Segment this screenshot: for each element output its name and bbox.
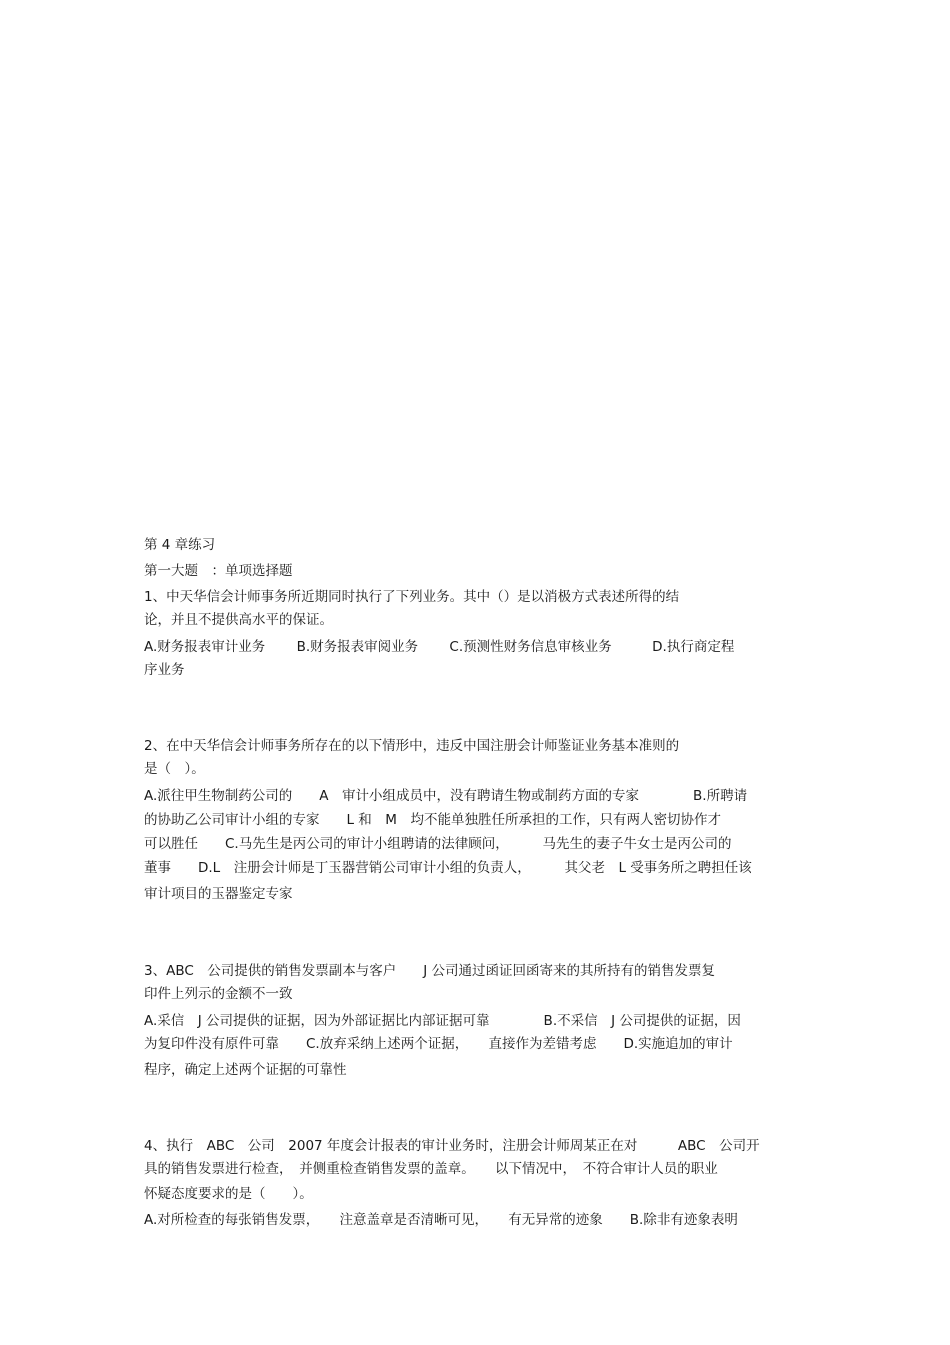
- question-1-options-line-1: A.财务报表审计业务 B.财务报表审阅业务 C.预测性财务信息审核业务 D.执行商定程: [144, 639, 735, 655]
- chapter-title: 第 4 章练习: [144, 537, 216, 553]
- question-3-options-line-1: A.采信 J 公司提供的证据，因为外部证据比内部证据可靠 B.不采信 J 公司提供的证据，因: [144, 1013, 741, 1029]
- question-4-stem-line-3: 怀疑态度要求的是（ ）。: [144, 1186, 313, 1202]
- question-2-options-line-5: 审计项目的玉器鉴定专家: [144, 886, 293, 902]
- question-2-options-line-3: 可以胜任 C.马先生是丙公司的审计小组聘请的法律顾问， 马先生的妻子牛女士是丙公司的: [144, 836, 732, 852]
- question-3-stem-line-1: 3、ABC 公司提供的销售发票副本与客户 J 公司通过函证回函寄来的其所持有的销售发票复: [144, 963, 716, 979]
- question-1-stem-line-2: 论，并且不提供高水平的保证。: [144, 612, 333, 628]
- question-3-options-line-3: 程序，确定上述两个证据的可靠性: [144, 1062, 347, 1078]
- question-4-stem-line-2: 具的销售发票进行检查， 并侧重检查销售发票的盖章。 以下情况中， 不符合审计人员的职业: [144, 1161, 718, 1177]
- question-2-stem-line-1: 2、在中天华信会计师事务所存在的以下情形中，违反中国注册会计师鉴证业务基本准则的: [144, 738, 680, 754]
- question-4-stem-line-1: 4、执行 ABC 公司 2007 年度会计报表的审计业务时，注册会计师周某正在对 ABC 公司开: [144, 1138, 760, 1154]
- question-1-options-line-2: 序业务: [144, 662, 185, 678]
- question-2-options-line-2: 的协助乙公司审计小组的专家 L 和 M 均不能单独胜任所承担的工作，只有两人密切协作才: [144, 812, 721, 828]
- question-2-stem-line-2: 是（ ）。: [144, 761, 205, 777]
- question-2-options-line-4: 董事 D.L 注册会计师是丁玉器营销公司审计小组的负责人， 其父老 L 受事务所之聘担任该: [144, 860, 752, 876]
- question-4-options-line-1: A.对所检查的每张销售发票， 注意盖章是否清晰可见， 有无异常的迹象 B.除非有迹象表明: [144, 1212, 738, 1228]
- question-2-options-line-1: A.派往甲生物制药公司的 A 审计小组成员中，没有聘请生物或制药方面的专家 B.所聘请: [144, 788, 748, 804]
- question-3-options-line-2: 为复印件没有原件可靠 C.放弃采纳上述两个证据， 直接作为差错考虑 D.实施追加的审计: [144, 1036, 733, 1052]
- question-3-stem-line-2: 印件上列示的金额不一致: [144, 986, 293, 1002]
- section-title: 第一大题 ：单项选择题: [144, 563, 293, 579]
- question-1-stem-line-1: 1、中天华信会计师事务所近期同时执行了下列业务。其中（）是以消极方式表述所得的结: [144, 589, 680, 605]
